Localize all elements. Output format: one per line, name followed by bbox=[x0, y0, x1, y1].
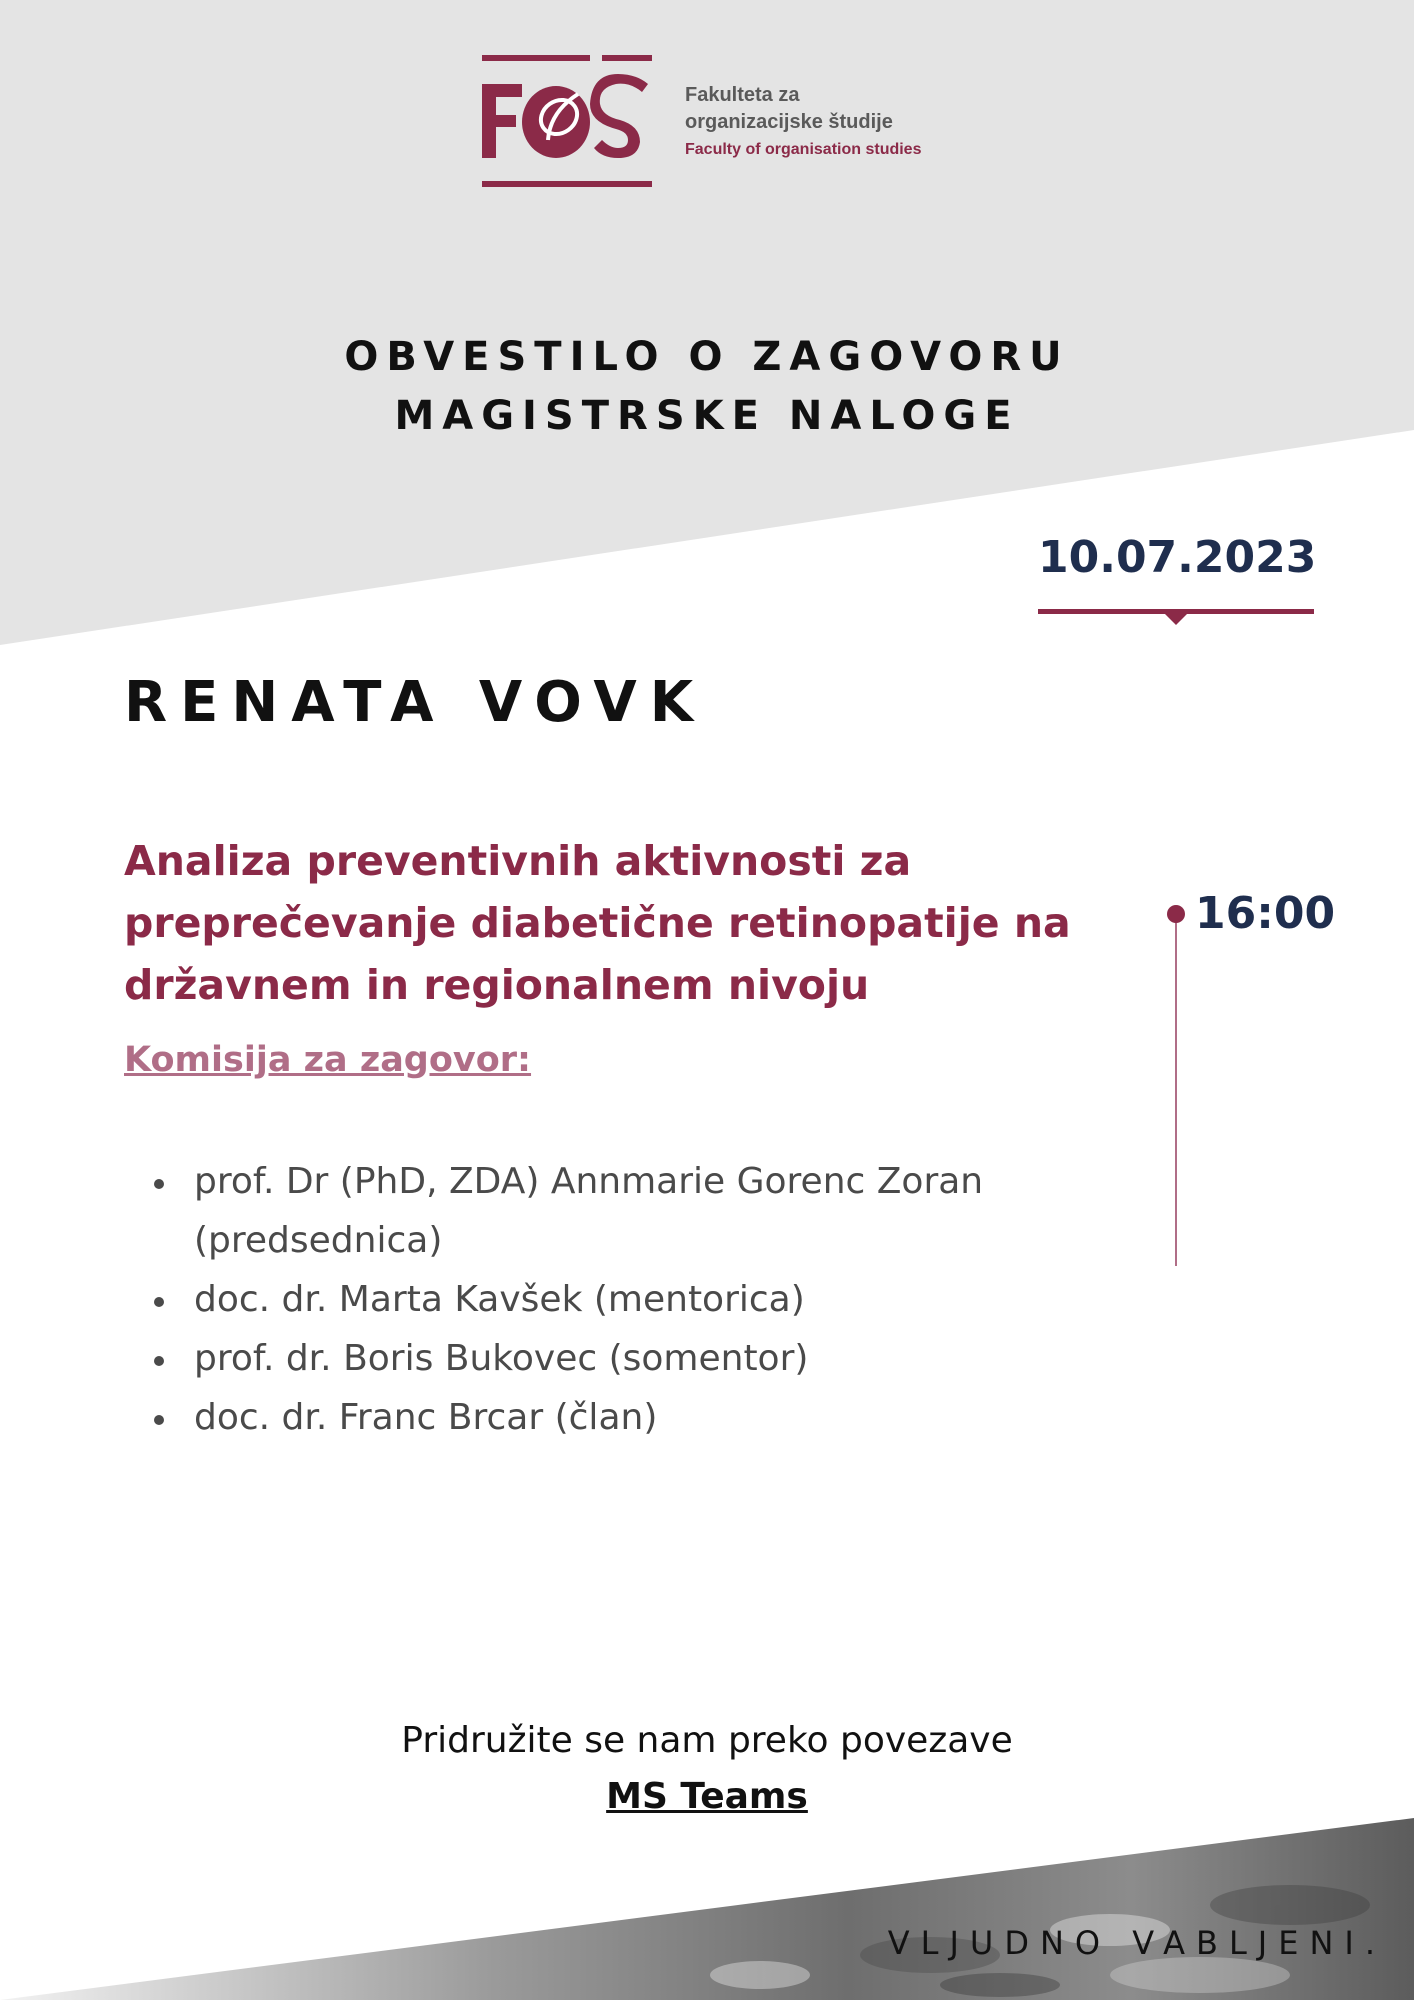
committee-member-name: doc. dr. Franc Brcar (član) bbox=[194, 1397, 658, 1438]
thesis-title bbox=[124, 830, 1164, 1016]
closing-invitation: VLJUDNO VABLJENI. bbox=[887, 1924, 1386, 1962]
defense-date: 10.07.2023 bbox=[1038, 532, 1317, 583]
thesis-title-line: Analiza preventivnih aktivnosti za bbox=[124, 837, 912, 885]
committee-label: Komisija za zagovor: bbox=[124, 1040, 532, 1080]
defense-time: 16:00 bbox=[1195, 888, 1336, 939]
logo-line-slovene-1: Fakulteta za bbox=[685, 84, 800, 106]
date-underline-pointer bbox=[1038, 609, 1314, 629]
candidate-name: RENATA VOVK bbox=[124, 670, 707, 735]
fos-logo-icon bbox=[480, 52, 655, 192]
thesis-title-line: državnem in regionalnem nivoju bbox=[124, 961, 870, 1009]
join-invitation: Pridružite se nam preko povezave bbox=[401, 1720, 1013, 1761]
committee-member-name: prof. Dr (PhD, ZDA) Annmarie Gorenc Zoran bbox=[194, 1161, 984, 1202]
heading-line-1: OBVESTILO O ZAGOVORU bbox=[344, 334, 1070, 380]
committee-member bbox=[150, 1152, 1150, 1270]
faculty-logo bbox=[480, 52, 940, 192]
committee-member-name: doc. dr. Marta Kavšek (mentorica) bbox=[194, 1279, 805, 1320]
notice-heading bbox=[0, 328, 1414, 446]
logo-line-slovene-2: organizacijske študije bbox=[685, 111, 893, 133]
logo-line-english: Faculty of organisation studies bbox=[685, 141, 922, 158]
timeline-marker bbox=[1164, 902, 1188, 1268]
thesis-title-line: preprečevanje diabetične retinopatije na bbox=[124, 899, 1071, 947]
committee-member bbox=[150, 1329, 1150, 1388]
committee-member bbox=[150, 1270, 1150, 1329]
committee-member-name: prof. dr. Boris Bukovec (somentor) bbox=[194, 1338, 809, 1379]
heading-line-2: MAGISTRSKE NALOGE bbox=[394, 393, 1020, 439]
logo-text bbox=[685, 82, 921, 163]
committee-member-list bbox=[150, 1152, 1150, 1447]
ms-teams-link[interactable]: MS Teams bbox=[606, 1776, 808, 1817]
committee-member-role: (predsednica) bbox=[194, 1220, 443, 1261]
committee-member bbox=[150, 1388, 1150, 1447]
